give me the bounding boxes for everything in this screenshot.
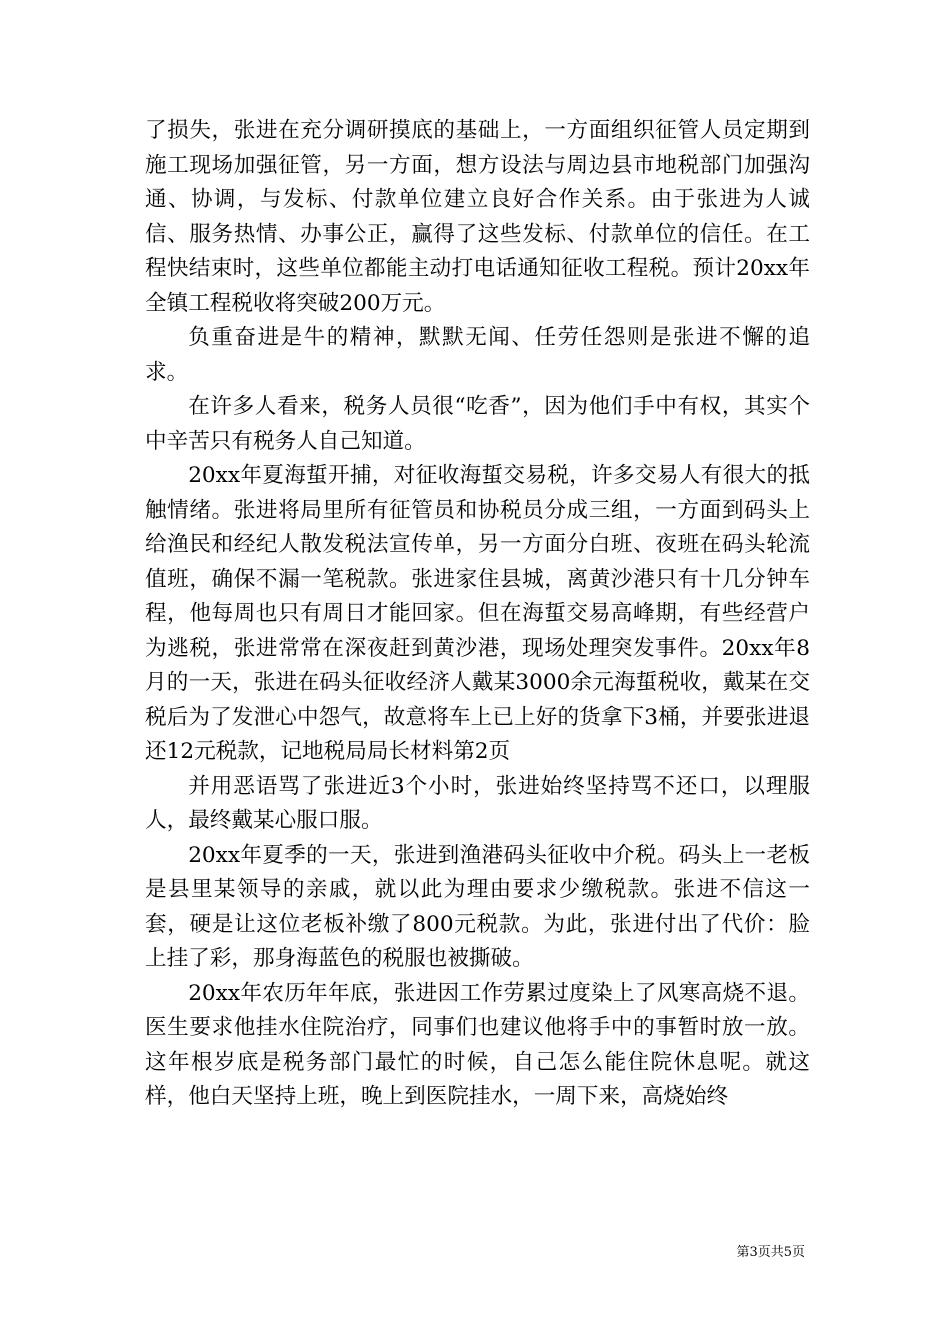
document-body: [145, 114, 810, 1115]
paragraph-4: 20xx年夏海蜇开捕，对征收海蜇交易税，许多交易人有很大的抵触情绪。张进将局里所有征管员和协税员分成三组，一方面到码头上给渔民和经纪人散发税法宣传单，另一方面分白班、夜班在码头轮流值班，确保不漏一笔税款。张进家住县城，离黄沙港只有十几分钟车程，他每周也只有周日才能回家。但在海蜇交易高峰期，有些经营户为逃税，张进常常在深夜赶到黄沙港，现场处理突发事件。20xx年8月的一天，张进在码头征收经济人戴某3000余元海蜇税收，戴某在交税后为了发泄心中怨气，故意将车上已上好的货拿下3桶，并要张进退还12元税款，记地税局局长材料第2页: [145, 463, 810, 764]
paragraph-6: 20xx年夏季的一天，张进到渔港码头征收中介税。码头上一老板是县里某领导的亲戚，就以此为理由要求少缴税款。张进不信这一套，硬是让这位老板补缴了800元税款。为此，张进付出了代价：脸上挂了彩，那身海蓝色的税服也被撕破。: [145, 842, 810, 971]
paragraph-1: 了损失，张进在充分调研摸底的基础上，一方面组织征管人员定期到施工现场加强征管，另一方面，想方设法与周边县市地税部门加强沟通、协调，与发标、付款单位建立良好合作关系。由于张进为人诚信、服务热情、办事公正，赢得了这些发标、付款单位的信任。在工程快结束时，这些单位都能主动打电话通知征收工程税。预计20xx年全镇工程税收将突破200万元。: [145, 118, 810, 316]
page-number-footer: 第3页共5页: [736, 1245, 805, 1260]
paragraph-5: 并用恶语骂了张进近3个小时，张进始终坚持骂不还口，以理服人，最终戴某心服口服。: [145, 773, 810, 833]
paragraph-2: 负重奋进是牛的精神，默默无闻、任劳任怨则是张进不懈的追求。: [145, 325, 810, 385]
paragraph-3: 在许多人看来，税务人员很“吃香”，因为他们手中有权，其实个中辛苦只有税务人自己知道。: [145, 394, 810, 454]
paragraph-7: 20xx年农历年年底，张进因工作劳累过度染上了风寒高烧不退。医生要求他挂水住院治疗，同事们也建议他将手中的事暂时放一放。这年根岁底是税务部门最忙的时候，自己怎么能住院休息呢。就这样，他白天坚持上班，晚上到医院挂水，一周下来，高烧始终: [145, 980, 810, 1109]
